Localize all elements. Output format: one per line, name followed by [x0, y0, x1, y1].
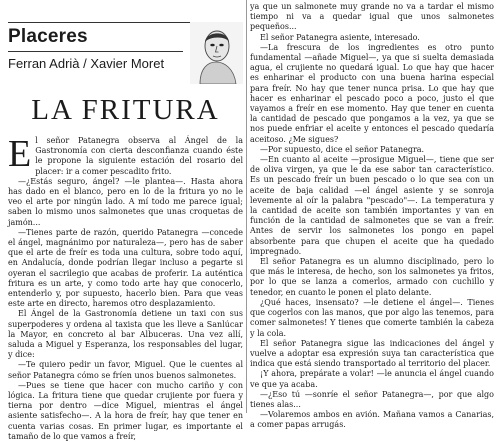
body-paragraph: El señor Patanegra sigue las indicaciones del ángel y vuelve a adoptar esa expresión suya tan característica que indica que está siendo transportado al territorio del placer. [250, 338, 494, 369]
left-column-body [8, 133, 243, 442]
body-paragraph: ¡Y ahora, prepárate a volar! —le anuncia el ángel cuando ve que ya acaba. [250, 369, 494, 389]
body-paragraph: El señor Patanegra asiente, interesado. [260, 32, 420, 42]
body-paragraph: El Ángel de la Gastronomía detiene un taxi con sus superpoderes y ordena al taxista que les lleve a Sanlúcar la Mayor, en concreto al bar Albuceras. Una vez allí, saluda a Miguel y Esperanza, los responsables del lugar, y dice: [8, 309, 243, 360]
lead-paragraph [8, 133, 243, 177]
byline: Ferran Adrià / Xavier Moret [8, 56, 165, 71]
body-paragraph: —Tienes parte de razón, querido Patanegra —concede el ángel, magnánimo por naturaleza—, pero has de saber que el arte de freír es toda una cultura, sobre todo aquí, en Andalucía, donde podrían llegar incluso a pegarte si oyeran el sacrilegio que acabas de proferir. La auténtica fritura es un arte, y como todo arte hay que conocerlo, entenderlo y, por supuesto, hacerlo bien. Para que veas este arte en directo, haremos otro desplazamiento. [8, 227, 243, 309]
body-paragraph: —¿Estás seguro, ángel? —le plantea—. Hasta ahora has dado en el blanco, pero en lo de la fritura yo no le veo el arte por ningún lado. A mí todo me parece igual; saben lo mismo unos salmonetes que unas croquetas de jamón... [8, 176, 243, 227]
section-title: Placeres [8, 26, 88, 47]
body-paragraph: El señor Patanegra es un alumno disciplinado, pero lo que más le interesa, de hecho, son los salmonetes ya fritos, por lo que se lanza a comerlos, armado con cuchillo y tenedor, en cuanto le ponen el plato delante. [250, 257, 494, 297]
body-paragraph: —Te quiero pedir un favor, Miguel. Que le cuentes al señor Patanegra cómo se fríen unos buenos salmonetes. [8, 360, 243, 380]
column-divider [246, 0, 247, 413]
dropcap: E [8, 133, 32, 175]
body-paragraph: —La frescura de los ingredientes es otro punto fundamental —añade Miguel—, ya que si suelta demasiada agua, el crujiente no quedará igual. Lo que hay que hacer es enharinar el producto con una buena harina especial para freír. No hay que tener nunca prisa. Lo que hay que hacer es enharinar el pescado poco a poco, justo el que vayamos a freír en ese momento. Hay que tener en cuenta la cantidad de pescado que pongamos a la vez, ya que se nos puede enfriar el aceite y entonces el pescado quedaría aceitoso. ¿Me sigues? [250, 42, 494, 144]
body-paragraph: —Por supuesto, dice el señor Patanegra. [260, 144, 425, 154]
right-column [250, 0, 494, 430]
body-paragraph: ya que un salmonete muy grande no va a tardar el mismo tiempo ni va a quedar igual que unos salmonetes pequeños... [250, 2, 494, 32]
headline: LA FRITURA [31, 94, 220, 126]
body-paragraph: —En cuanto al aceite —prosigue Miguel—, tiene que ser de oliva virgen, ya que le da ese sabor tan característico. Es un pescado freír un buen pescado o lo que sea con un aceite de baja calidad —el ángel asiente y se sonroja levemente al oír la palabra "pescado"—. La temperatura y la cantidad de aceite son también importantes y van en función de la cantidad de salmonetes que se van a freír. Antes de servir los salmonetes los pongo en papel absorbente para que chupen el aceite que ha quedado impregnado. [250, 155, 494, 256]
body-paragraph: ¿Qué haces, insensato? —le detiene el ángel—. Tienes que cogerlos con las manos, que por algo las tenemos, para comer salmonetes! Y tienes que comerte también la cabeza y la cola. [250, 297, 494, 338]
section-rule [8, 51, 183, 52]
body-paragraph: —Pues se tiene que hacer con mucho cariño y con lógica. La fritura tiene que quedar crujiente por fuera y tierna por dentro —dice Miguel, mientras el ángel asiente satisfecho—. A la hora de freír, hay que tener en cuenta varias cosas. En primer lugar, es importante el tamaño de lo que vamos a freír, [8, 380, 243, 441]
author-portrait-icon [190, 22, 243, 84]
right-column-body [250, 2, 494, 431]
left-column [8, 0, 243, 441]
body-paragraph: —¿Eso tú —sonríe el señor Patanegra—, por que algo tienes alas... [250, 389, 494, 409]
lead-paragraph-text: l señor Patanegra observa al Ángel de la Gastronomía con cierta desconfianza cuando éste le propone la siguiente estación del rosario del placer: ir a comer pescadito frito. [35, 136, 243, 176]
body-paragraph: —Volaremos ambos en avión. Mañana vamos a Canarias, a comer papas arrugás. [250, 410, 494, 430]
